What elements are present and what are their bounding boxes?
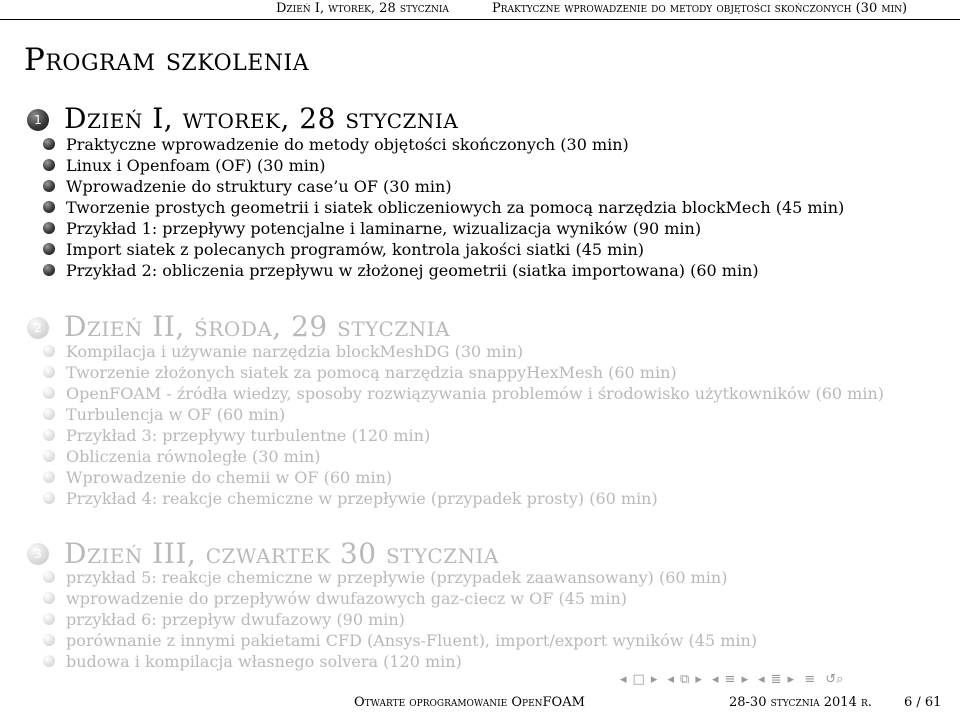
- section-title: Dzień III, czwartek 30 stycznia: [64, 537, 499, 570]
- footer: [0, 693, 960, 715]
- nav-search-icon[interactable]: ↺⌕: [825, 672, 844, 687]
- list-item: budowa i kompilacja własnego solvera (120 min): [0, 651, 906, 672]
- nav-prev-subsubsection-icon[interactable]: ◂: [758, 672, 765, 687]
- nav-next-section-icon[interactable]: ▸: [741, 672, 748, 687]
- list-item: Przykład 1: przepływy potencjalne i laminarne, wizualizacja wyników (90 min): [0, 218, 906, 239]
- section-number-ball: 2: [27, 317, 49, 339]
- bullet-icon: [43, 450, 55, 462]
- header-divider: [0, 19, 960, 20]
- bullet-icon: [43, 429, 55, 441]
- bullet-icon: [43, 138, 55, 150]
- nav-frame-icon: □: [632, 672, 645, 687]
- nav-subsection-icon: ⧉: [680, 672, 690, 687]
- footer-page-number: 6 / 61: [904, 695, 942, 710]
- list-item: Wprowadzenie do struktury case’u OF (30 min): [0, 176, 906, 197]
- bullet-icon: [43, 387, 55, 399]
- list-item: OpenFOAM - źródła wiedzy, sposoby rozwiązywania problemów i środowisko użytkowników (60 min): [0, 383, 906, 404]
- list-item: wprowadzenie do przepływów dwufazowych gaz-ciecz w OF (45 min): [0, 588, 906, 609]
- footer-title: Otwarte oprogramowanie OpenFOAM: [354, 695, 585, 710]
- nav-next-subsubsection-icon[interactable]: ▸: [787, 672, 795, 687]
- list-item: Praktyczne wprowadzenie do metody objętości skończonych (30 min): [0, 134, 906, 155]
- nav-align-icon[interactable]: ≡: [804, 672, 816, 687]
- bullet-icon: [43, 492, 55, 504]
- bullet-icon: [43, 264, 55, 276]
- header-section-title: Dzień I, wtorek, 28 stycznia: [276, 1, 449, 16]
- list-item: Przykład 3: przepływy turbulentne (120 min): [0, 425, 906, 446]
- bullet-icon: [43, 201, 55, 213]
- header-subsection-title: Praktyczne wprowadzenie do metody objętości skończonych (30 min): [492, 1, 908, 16]
- bullet-icon: [43, 655, 55, 667]
- bullet-icon: [43, 345, 55, 357]
- nav-prev-section-icon[interactable]: ◂: [712, 672, 719, 687]
- section-title: Dzień I, wtorek, 28 stycznia: [64, 102, 459, 135]
- nav-next-frame-icon[interactable]: ▸: [650, 672, 658, 687]
- bullet-icon: [43, 592, 55, 604]
- running-header: [0, 0, 960, 20]
- list-item: Turbulencja w OF (60 min): [0, 404, 906, 425]
- list-item: Tworzenie złożonych siatek za pomocą narzędzia snappyHexMesh (60 min): [0, 362, 906, 383]
- nav-prev-frame-icon[interactable]: ◂: [620, 672, 627, 687]
- frame-title: Program szkolenia: [24, 42, 310, 78]
- list-item: przykład 6: przepływ dwufazowy (90 min): [0, 609, 906, 630]
- list-item: Przykład 2: obliczenia przepływu w złożonej geometrii (siatka importowana) (60 min): [0, 260, 906, 281]
- nav-prev-subsection-icon[interactable]: ◂: [667, 672, 675, 687]
- list-item: Wprowadzenie do chemii w OF (60 min): [0, 467, 906, 488]
- bullet-icon: [43, 634, 55, 646]
- navigation-bar: [620, 672, 849, 690]
- nav-subsubsection-icon: ≣: [770, 672, 782, 687]
- section-items: [0, 134, 906, 281]
- bullet-icon: [43, 222, 55, 234]
- list-item: przykład 5: reakcje chemiczne w przepływie (przypadek zaawansowany) (60 min): [0, 567, 906, 588]
- section-items: [0, 341, 906, 509]
- bullet-icon: [43, 159, 55, 171]
- list-item: Obliczenia równoległe (30 min): [0, 446, 906, 467]
- list-item: Import siatek z polecanych programów, kontrola jakości siatki (45 min): [0, 239, 906, 260]
- bullet-icon: [43, 366, 55, 378]
- nav-next-subsection-icon[interactable]: ▸: [695, 672, 702, 687]
- bullet-icon: [43, 180, 55, 192]
- section-title: Dzień II, środa, 29 stycznia: [64, 310, 451, 343]
- list-item: porównanie z innymi pakietami CFD (Ansys-Fluent), import/export wyników (45 min): [0, 630, 906, 651]
- bullet-icon: [43, 243, 55, 255]
- bullet-icon: [43, 613, 55, 625]
- bullet-icon: [43, 471, 55, 483]
- footer-date: 28-30 stycznia 2014 r.: [729, 695, 872, 710]
- section-items: [0, 567, 906, 672]
- list-item: Tworzenie prostych geometrii i siatek obliczeniowych za pomocą narzędzia blockMech (45 min): [0, 197, 906, 218]
- section-number-ball: 1: [27, 109, 49, 131]
- list-item: Kompilacja i używanie narzędzia blockMeshDG (30 min): [0, 341, 906, 362]
- list-item: Przykład 4: reakcje chemiczne w przepływie (przypadek prosty) (60 min): [0, 488, 906, 509]
- bullet-icon: [43, 571, 55, 583]
- section-number-ball: 3: [27, 543, 49, 565]
- nav-section-icon: ≡: [724, 672, 736, 687]
- list-item: Linux i Openfoam (OF) (30 min): [0, 155, 906, 176]
- bullet-icon: [43, 408, 55, 420]
